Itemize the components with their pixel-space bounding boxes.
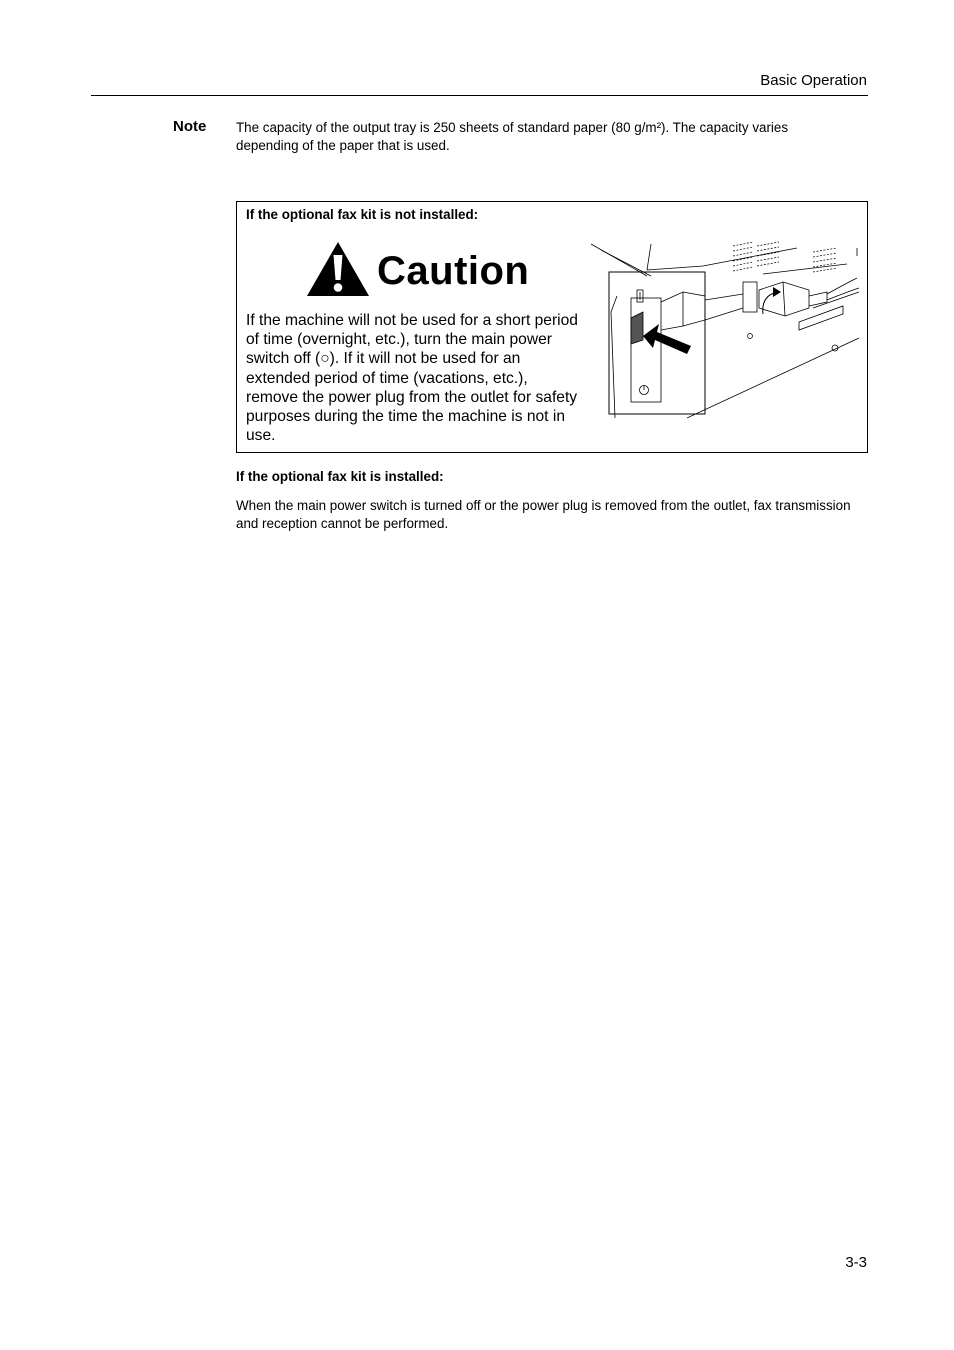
caution-text: If the machine will not be used for a short period of time (overnight, etc.), turn the main power switch off (○). If it will not be used for an extended period of time (vacations, etc.), remove the power plug from the outlet for safety purposes during the time the machine is not in use. — [246, 312, 578, 445]
fax-installed-text: When the main power switch is turned off or the power plug is removed from the outlet, fax transmission and reception cannot be performed. — [236, 498, 851, 531]
warning-triangle-icon — [305, 240, 371, 303]
header-rule — [91, 95, 868, 96]
note-label: Note — [173, 118, 207, 135]
caution-title: Caution — [377, 248, 530, 293]
caution-box — [236, 201, 868, 453]
caution-box-heading: If the optional fax kit is not installed: — [246, 207, 479, 222]
caution-header — [305, 242, 529, 300]
page-header-title: Basic Operation — [760, 72, 867, 89]
note-text: The capacity of the output tray is 250 sheets of standard paper (80 g/m²). The capacity varies depending of the paper that is used. — [236, 120, 789, 153]
fax-installed-heading: If the optional fax kit is installed: — [236, 469, 444, 484]
power-switch-illustration — [587, 240, 863, 430]
page-number: 3-3 — [845, 1254, 867, 1271]
